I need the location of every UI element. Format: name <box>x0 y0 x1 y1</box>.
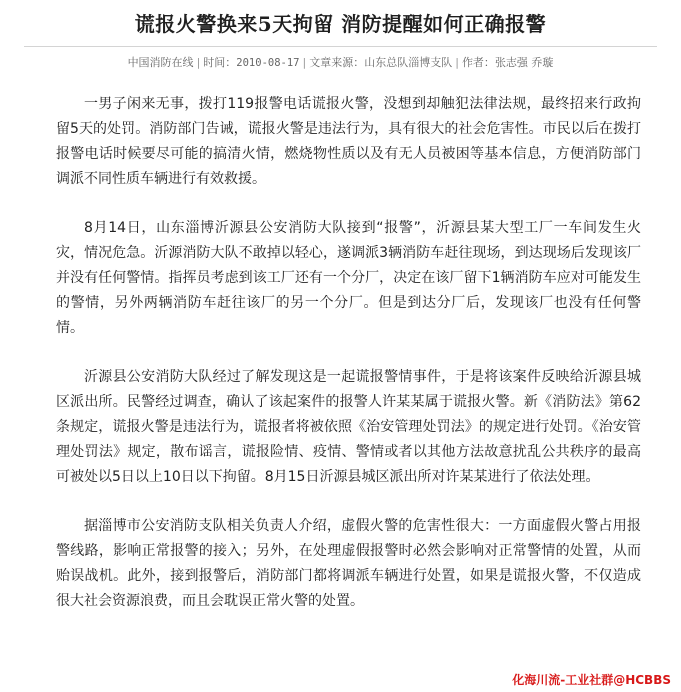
meta-separator: | <box>196 56 201 69</box>
article-body <box>56 92 641 638</box>
source-site: 中国消防在线 <box>127 56 194 69</box>
source-label: 文章来源： <box>309 56 365 69</box>
article-meta <box>0 55 681 71</box>
article-authors: 张志强 乔璇 <box>494 56 554 69</box>
time-label: 时间： <box>203 56 237 69</box>
meta-separator: | <box>302 56 307 69</box>
article-paragraph: 一男子闲来无事，拨打119报警电话谎报火警，没想到却触犯法律法规，最终招来行政拘留5天的处罚。消防部门告诫，谎报火警是违法行为，具有很大的社会危害性。市民以后在拨打报警电话时候要尽可能的搞清火情，燃烧物性质以及有无人员被困等基本信息，方便消防部门调派不同性质车辆进行有效救援。 <box>56 96 641 187</box>
title-divider <box>24 46 657 47</box>
watermark: 化海川流-工业社群@HCBBS <box>512 673 671 687</box>
article-paragraph: 沂源县公安消防大队经过了解发现这是一起谎报警情事件，于是将该案件反映给沂源县城区派出所。民警经过调查，确认了该起案件的报警人许某某属于谎报火警。新《消防法》第62条规定，谎报火警是违法行为，谎报者将被依照《治安管理处罚法》的规定进行处罚。《治安管理处罚法》规定，散布谣言，谎报险情、疫情、警情或者以其他方法故意扰乱公共秩序的最高可被处以5日以上10日以下拘留。8月15日沂源县城区派出所对许某某进行了依法处理。 <box>56 369 641 485</box>
article-source: 山东总队淄博支队 <box>364 56 453 69</box>
author-label: 作者： <box>461 56 495 69</box>
article-title: 谎报火警换来5天拘留 消防提醒如何正确报警 <box>134 12 547 36</box>
article-paragraph: 据淄博市公安消防支队相关负责人介绍，虚假火警的危害性很大：一方面虚假火警占用报警线路，影响正常报警的接入；另外，在处理虚假报警时必然会影响对正常警情的处置，从而贻误战机。此外，接到报警后，消防部门都将调派车辆进行处置，如果是谎报火警，不仅造成很大社会资源浪费，而且会耽误正常火警的处置。 <box>56 518 641 609</box>
article-paragraph: 8月14日，山东淄博沂源县公安消防大队接到“报警”，沂源县某大型工厂一车间发生火灾，情况危急。沂源消防大队不敢掉以轻心，遂调派3辆消防车赶往现场，到达现场后发现该厂并没有任何警情。指挥员考虑到该工厂还有一个分厂，决定在该厂留下1辆消防车应对可能发生的警情，另外两辆消防车赶往该厂的另一个分厂。但是到达分厂后，发现该厂也没有任何警情。 <box>56 220 641 336</box>
publish-date: 2010-08-17 <box>236 57 300 69</box>
meta-separator: | <box>455 56 459 69</box>
